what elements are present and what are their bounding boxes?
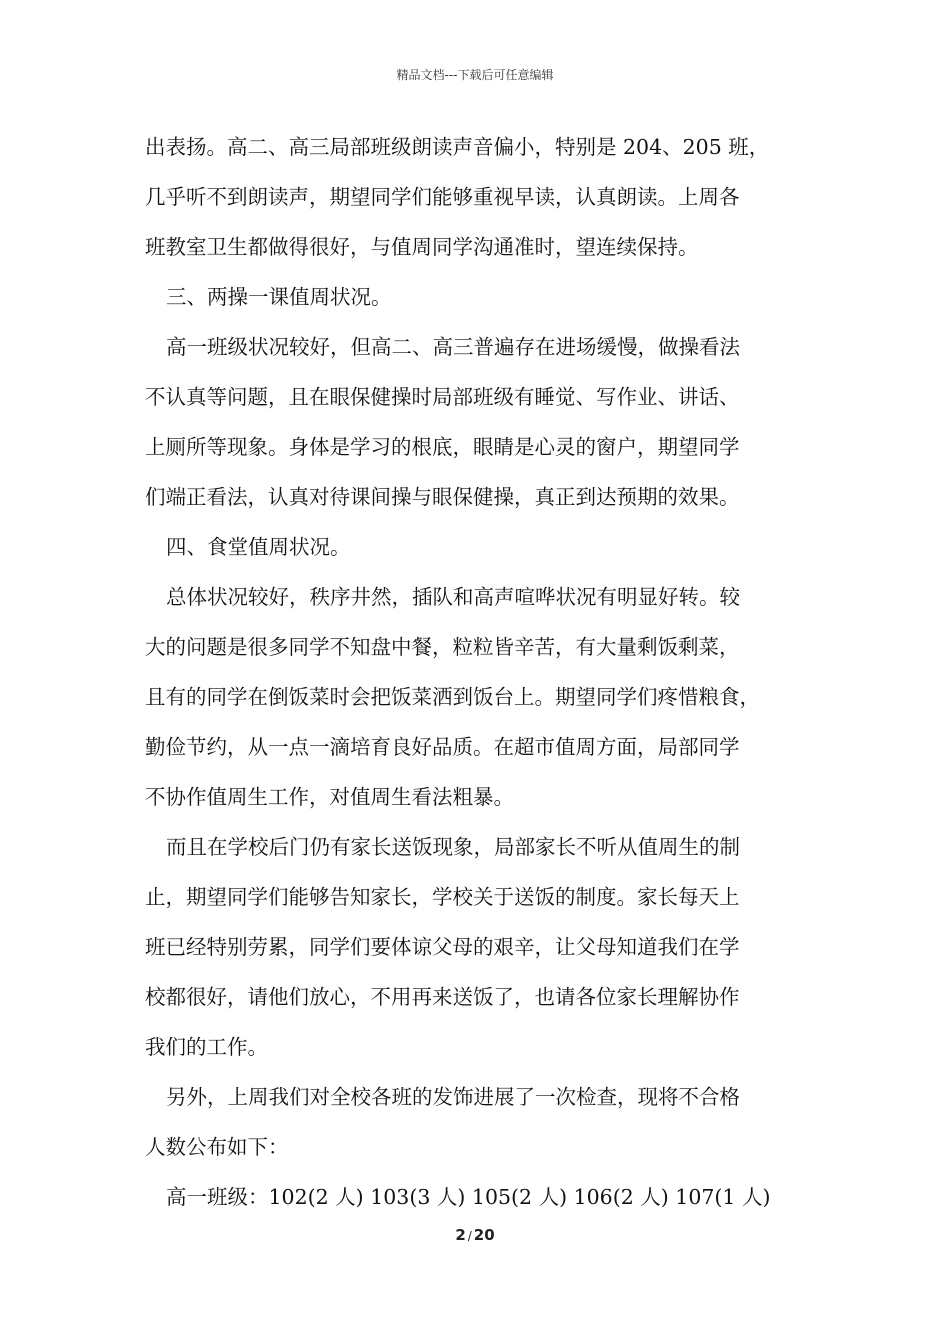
page-separator: /: [467, 1229, 472, 1243]
body-line: 止，期望同学们能够告知家长，学校关于送饭的制度。家长每天上: [145, 885, 740, 909]
body-line: 且有的同学在倒饭菜时会把饭菜洒到饭台上。期望同学们疼惜粮食，: [145, 685, 760, 709]
document-body: [145, 126, 835, 1226]
total-pages: 20: [473, 1226, 495, 1244]
page-header: 精品文档---下载后可任意编辑: [396, 68, 554, 82]
page-number: [0, 1226, 950, 1244]
body-line: 们端正看法，认真对待课间操与眼保健操，真正到达预期的效果。: [145, 485, 740, 509]
body-line: 人数公布如下：: [145, 1135, 289, 1159]
body-line: 高一班级状况较好，但高二、高三普遍存在进场缓慢，做操看法: [166, 335, 740, 359]
body-line: 上厕所等现象。身体是学习的根底，眼睛是心灵的窗户，期望同学: [145, 435, 740, 459]
body-line: 我们的工作。: [145, 1035, 268, 1059]
body-line: 不协作值周生工作，对值周生看法粗暴。: [145, 785, 514, 809]
body-line: 班已经特别劳累，同学们要体谅父母的艰辛，让父母知道我们在学: [145, 935, 740, 959]
body-line: 总体状况较好，秩序井然，插队和高声喧哗状况有明显好转。较: [166, 585, 740, 609]
body-line: 大的问题是很多同学不知盘中餐，粒粒皆辛苦，有大量剩饭剩菜，: [145, 635, 740, 659]
section-heading: 三、两操一课值周状况。: [166, 285, 392, 309]
body-line: 勤俭节约，从一点一滴培育良好品质。在超市值周方面，局部同学: [145, 735, 740, 759]
body-line: 而且在学校后门仍有家长送饭现象，局部家长不听从值周生的制: [166, 835, 740, 859]
section-heading: 四、食堂值周状况。: [166, 535, 351, 559]
body-line: 不认真等问题，且在眼保健操时局部班级有睡觉、写作业、讲话、: [145, 385, 740, 409]
body-line: 另外，上周我们对全校各班的发饰进展了一次检查，现将不合格: [166, 1085, 740, 1109]
current-page: 2: [455, 1226, 466, 1244]
body-line: 班教室卫生都做得很好，与值周同学沟通准时，望连续保持。: [145, 235, 699, 259]
body-line: 出表扬。高二、高三局部班级朗读声音偏小，特别是 204、205 班，: [145, 135, 770, 159]
body-line: 几乎听不到朗读声，期望同学们能够重视早读，认真朗读。上周各: [145, 185, 740, 209]
body-line: 高一班级：102(2 人) 103(3 人) 105(2 人) 106(2 人) 107(1 人): [166, 1185, 771, 1209]
body-line: 校都很好，请他们放心，不用再来送饭了，也请各位家长理解协作: [145, 985, 740, 1009]
